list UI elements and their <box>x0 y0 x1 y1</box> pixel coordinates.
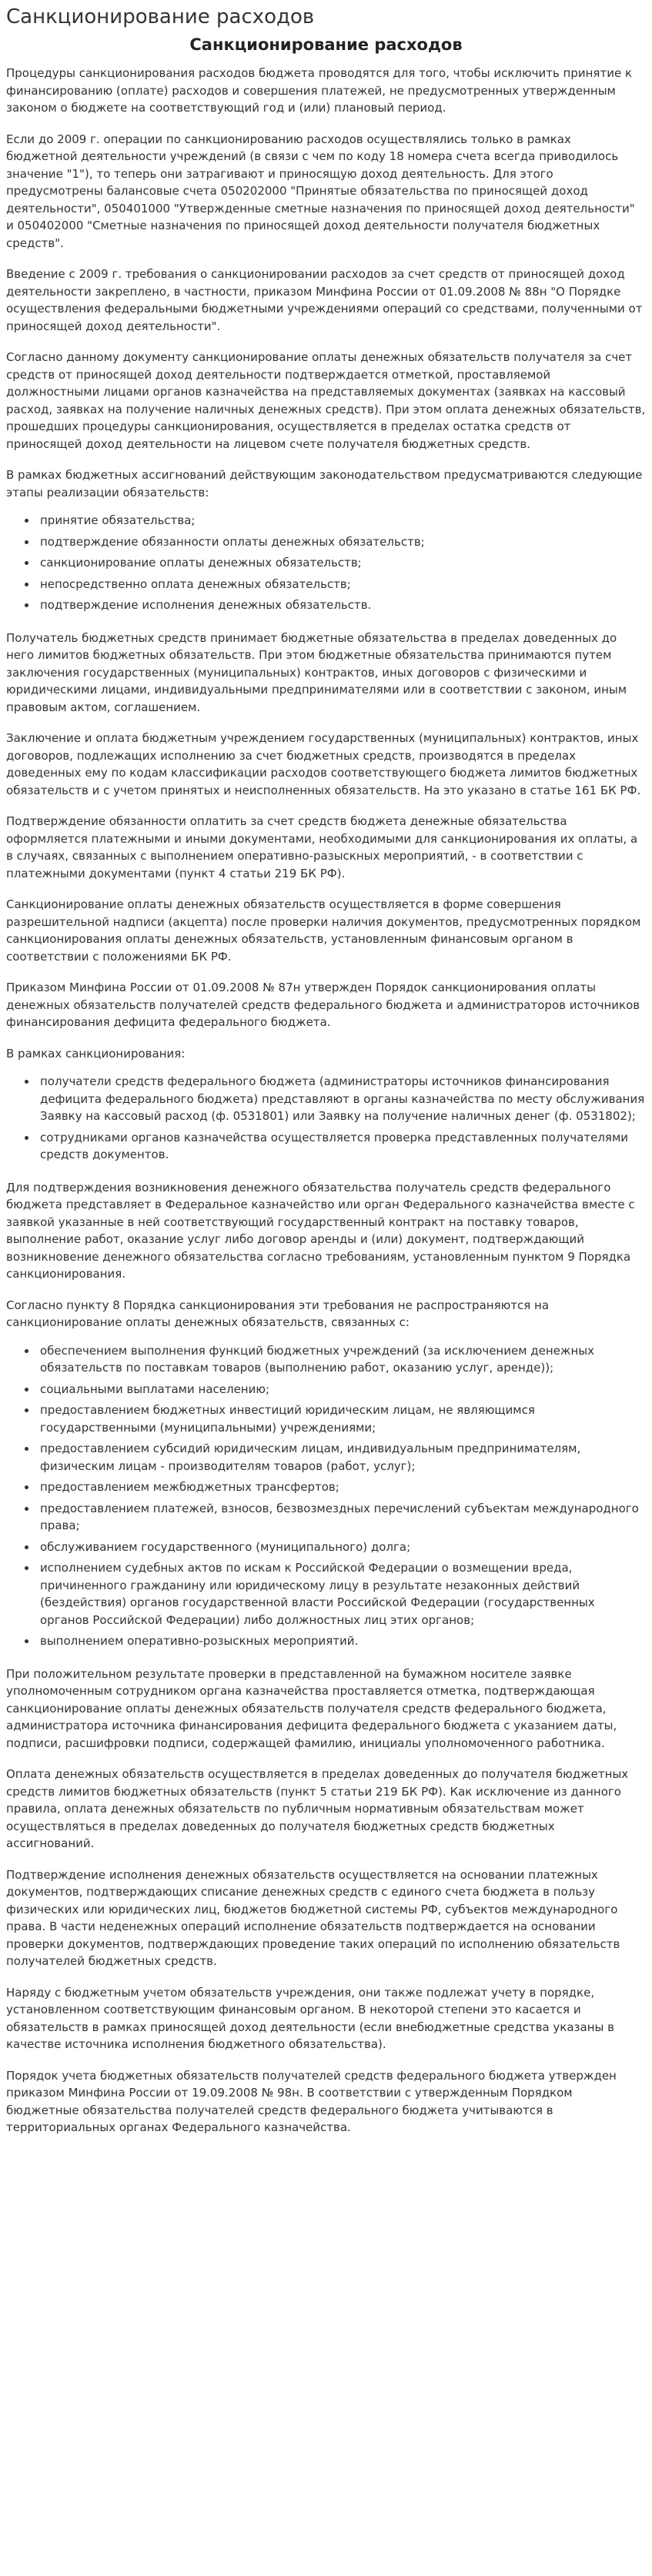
list-item: • подтверждение обязанности оплаты денежных обязательств; <box>37 533 646 551</box>
sanctioning-list <box>6 1073 646 1164</box>
page-header: Санкционирование расходов <box>6 5 315 28</box>
exceptions-list <box>6 1342 646 1650</box>
paragraph-obligation-confirm: Для подтверждения возникновения денежного обязательства получатель средств федерального бюджета представляет в Федеральное казначейство или орган Федерального казначейства вместе с заявкой указанные в ней соответствующий государственный контракт на поставку товаров, выполнение работ, оказание услуг либо договор аренды и (или) документ, подтверждающий возникновение денежного обязательства согласно требованиям, установленным пунктом 9 Порядка санкционирования. <box>6 1180 635 1281</box>
paragraph-conclusion: Заключение и оплата бюджетным учреждением государственных (муниципальных) контрактов, иных договоров, подлежащих исполнению за счет бюджетных средств, производятся в пределах доведенных ему по кодам классификации расходов соответствующего бюджета лимитов бюджетных обязательств и с учетом принятых и неисполненных обязательств. На это указано в статье 161 БК РФ. <box>6 731 641 797</box>
paragraph-execution: Подтверждение исполнения денежных обязательств осуществляется на основании платежных документов, подтверждающих списание денежных средств с единого счета бюджета в пользу физических или юридических лиц, бюджетов бюджетной системы РФ, субъектов международного права. В части неденежных операций исполнение обязательств подтверждается на основании проверки документов, подтверждающих проведение таких операций по исполнению обязательств получателей бюджетных средств. <box>6 1867 620 1968</box>
paragraph-within-sanctioning: В рамках санкционирования: <box>6 1046 186 1061</box>
list-item: • санкционирование оплаты денежных обязательств; <box>37 554 646 572</box>
paragraph-intro: Процедуры санкционирования расходов бюджета проводятся для того, чтобы исключить принятие к финансированию (оплате) расходов и совершения платежей, не предусмотренных утвержденным законом о бюджете на соответствующий год и (или) плановый период. <box>6 66 633 115</box>
list-item: • непосредственно оплата денежных обязательств; <box>37 576 646 593</box>
list-item: • предоставлением бюджетных инвестиций юридическим лицам, не являющимся государственными (муниципальными) учреждениями; <box>37 1402 646 1436</box>
paragraph-sanction-form: Санкционирование оплаты денежных обязательств осуществляется в форме совершения разрешительной надписи (акцепта) после проверки наличия документов, предусмотренных порядком санкционирования оплаты денежных обязательств, установленным финансовым органом в соответствии с положениями БК РФ. <box>6 897 641 964</box>
paragraph-positive-result: При положительном результате проверки в представленной на бумажном носителе заявке уполномоченным сотрудником органа казначейства проставляется отметка, подтверждающая санкционирование оплаты денежных обязательств получателя средств федерального бюджета, администратора источника финансирования дефицита федерального бюджета с указанием даты, подписи, расшифровки подписи, содержащей фамилию, инициалы уполномоченного работника. <box>6 1666 617 1750</box>
paragraph-recipient: Получатель бюджетных средств принимает бюджетные обязательства в пределах доведенных до него лимитов бюджетных обязательств. При этом бюджетные обязательства принимаются путем заключения государственных (муниципальных) контрактов, иных договоров с физическими и юридическими лицами, индивидуальными предпринимателями или в соответствии с законом, иным правовым актом, соглашением. <box>6 630 627 714</box>
list-item: • предоставлением субсидий юридическим лицам, индивидуальным предпринимателям, физическим лицам - производителям товаров (работ, услуг); <box>37 1440 646 1475</box>
list-item: • предоставлением межбюджетных трансфертов; <box>37 1478 646 1496</box>
list-item: • исполнением судебных актов по искам к Российской Федерации о возмещении вреда, причиненного гражданину или юридическому лицу в результате незаконных действий (бездействия) органов государственной власти Российской Федерации (государственных органов Российской Федерации) либо должностных лиц этих органов; <box>37 1559 646 1629</box>
paragraph-order-87n: Приказом Минфина России от 01.09.2008 № 87н утвержден Порядок санкционирования оплаты денежных обязательств получателей средств федерального бюджета и администраторов источников финансирования дефицита федерального бюджета. <box>6 981 640 1029</box>
stages-list <box>6 512 646 614</box>
paragraph-order-98n: Порядок учета бюджетных обязательств получателей средств федерального бюджета утвержден приказом Минфина России от 19.09.2008 № 98н. В соответствии с утвержденным Порядком бюджетные обязательства получателей средств федерального бюджета учитываются в территориальных органах Федерального казначейства. <box>6 2068 617 2134</box>
list-item: • обеспечением выполнения функций бюджетных учреждений (за исключением денежных обязательств по поставкам товаров (выполнению работ, оказанию услуг, аренде)); <box>37 1342 646 1377</box>
paragraph-payment: Оплата денежных обязательств осуществляется в пределах доведенных до получателя бюджетных средств лимитов бюджетных обязательств (пункт 5 статьи 219 БК РФ). Как исключение из данного правила, оплата денежных обязательств по публичным нормативным обязательствам может осуществляться в пределах доведенных до получателя бюджетных средств бюджетных ассигнований. <box>6 1767 629 1850</box>
article-title: Санкционирование расходов <box>189 35 463 54</box>
paragraph-point-8: Согласно пункту 8 Порядка санкционирования эти требования не распространяются на санкционирование оплаты денежных обязательств, связанных с: <box>6 1298 550 1329</box>
list-item: • социальными выплатами населению; <box>37 1381 646 1398</box>
list-item: • сотрудниками органов казначейства осуществляется проверка представленных получателями средств документов. <box>37 1129 646 1164</box>
list-item: • обслуживанием государственного (муниципального) долга; <box>37 1539 646 1556</box>
list-item: • подтверждение исполнения денежных обязательств. <box>37 596 646 614</box>
paragraph-before-2009: Если до 2009 г. операции по санкционированию расходов осуществлялись только в рамках бюджетной деятельности учреждений (в связи с чем по коду 18 номера счета всегда приводилось значение "1"), то теперь они затрагивают и приносящую доход деятельность. Для этого предусмотрены балансовые счета 050202000 "Принятые обязательства по приносящей доход деятельности", 050401000 "Утвержденные сметные назначения по приносящей доход деятельности" и 050402000 "Сметные назначения по приносящей доход деятельности получателя бюджетных средств". <box>6 132 635 250</box>
list-item: • принятие обязательства; <box>37 512 646 530</box>
paragraph-confirmation: Подтверждение обязанности оплатить за счет средств бюджета денежные обязательства оформляется платежными и иными документами, необходимыми для санкционирования их оплаты, а в случаях, связанных с выполнением оперативно-разыскных мероприятий, - в соответствии с платежными документами (пункт 4 статьи 219 БК РФ). <box>6 814 638 880</box>
paragraph-stages-intro: В рамках бюджетных ассигнований действующим законодательством предусматриваются следующие этапы реализации обязательств: <box>6 468 643 499</box>
list-item: • получатели средств федерального бюджета (администраторы источников финансирования дефицита федерального бюджета) представляют в органы казначейства по месту обслуживания Заявку на кассовый расход (ф. 0531801) или Заявку на получение наличных денег (ф. 0531802); <box>37 1073 646 1125</box>
list-item: • выполнением оперативно-розыскных мероприятий. <box>37 1632 646 1650</box>
paragraph-accounting: Наряду с бюджетным учетом обязательств учреждения, они также подлежат учету в порядке, установленном соответствующим финансовым органом. В некоторой степени это касается и обязательств в рамках приносящей доход деятельности (если внебюджетные средства указаны в качестве источника исполнения бюджетного обязательства). <box>6 1985 614 2051</box>
paragraph-per-document: Согласно данному документу санкционирование оплаты денежных обязательств получателя за счет средств от приносящей доход деятельности подтверждается отметкой, проставляемой должностными лицами органов казначейства на представляемых документах (заявках на кассовый расход, заявках на получение наличных денежных средств). При этом оплата денежных обязательств, прошедших процедуры санкционирования, осуществляется в пределах остатка средств от приносящей доход деятельности на лицевом счете получателя бюджетных средств. <box>6 350 646 451</box>
paragraph-since-2009: Введение с 2009 г. требования о санкционировании расходов за счет средств от приносящей доход деятельности закреплено, в частности, приказом Минфина России от 01.09.2008 № 88н "О Порядке осуществления федеральными бюджетными учреждениями операций со средствами, полученными от приносящей доход деятельности". <box>6 267 643 333</box>
list-item: • предоставлением платежей, взносов, безвозмездных перечислений субъектам международного права; <box>37 1500 646 1535</box>
